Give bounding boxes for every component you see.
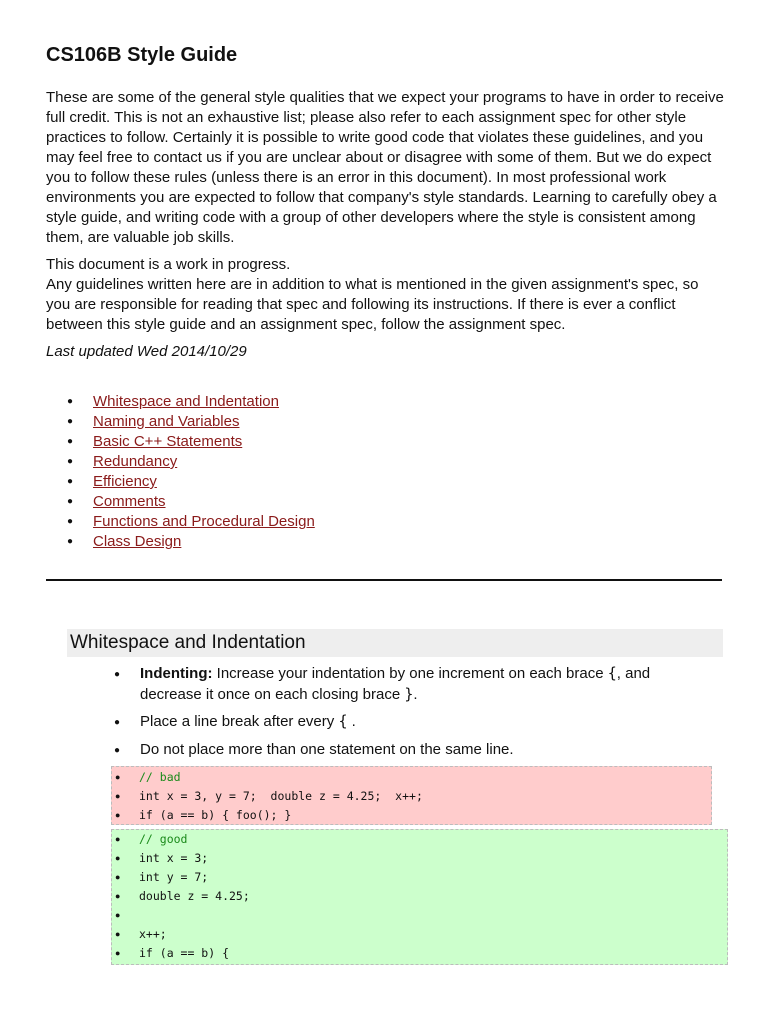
toc-item [67,512,315,532]
code-text: if (a == b) { [139,946,230,960]
toc-link-class-design[interactable]: Class Design [93,533,182,550]
bullet-icon: ● [67,436,74,448]
toc-link-comments[interactable]: Comments [93,493,166,510]
toc-item [67,532,315,552]
toc-link-naming[interactable]: Naming and Variables [93,413,240,430]
rules-list [114,663,714,767]
rule-label: Indenting: [140,665,213,682]
rule-line-break [114,711,714,733]
bullet-icon: ● [67,416,74,428]
toc-item [67,472,315,492]
bullet-icon: ● [115,929,121,939]
rule-indenting [114,663,714,705]
toc-link-efficiency[interactable]: Efficiency [93,473,157,490]
bullet-icon: ● [67,396,74,408]
wip-text: This document is a work in progress. [46,256,291,273]
code-line [112,925,727,944]
horizontal-divider [46,579,722,581]
bullet-icon: ● [115,891,121,901]
code-inline: } [404,685,414,703]
code-text: int x = 3, y = 7; double z = 4.25; x++; [139,789,423,803]
bullet-icon: ● [115,853,121,863]
toc-item [67,412,315,432]
bullet-icon: ● [115,834,121,844]
code-line [112,849,727,868]
bullet-icon: ● [114,669,121,680]
code-line [112,806,711,825]
last-updated: Last updated Wed 2014/10/29 [46,343,247,360]
rule-text-part: . [413,686,418,703]
code-text: int y = 7; [139,870,209,884]
code-line [112,767,711,787]
bullet-icon: ● [115,948,121,958]
code-line [112,868,727,887]
code-text: if (a == b) { foo(); } [139,808,292,822]
rule-text [140,711,356,733]
bullet-icon: ● [115,910,121,920]
intro-text: These are some of the general style qualities that we expect your programs to have in order to receive full credit. This is not an exhaustive list; please also refer to each assignment spec for other style practices to follow. Certainly it is possible to write good code that violates these guidelines, and you may feel free to contact us if you are unclear about or disagree with some of them. But we do expect you to follow these rules (unless there is an error in this document). In most professional work environments you are expected to follow that company's style standards. Learning to carefully obey a style guide, and writing code with a group of other developers where the style is consistent among them, are valuable job skills. [46,89,724,246]
rule-text-part: . [347,713,356,730]
code-inline: { [607,664,617,682]
bullet-icon: ● [115,872,121,882]
code-text: x++; [139,927,167,941]
code-line [112,787,711,806]
code-line [112,830,727,849]
bullet-icon: ● [114,745,121,756]
toc-item [67,392,315,412]
code-inline: { [338,712,348,730]
toc-item [67,452,315,472]
code-line [112,887,727,906]
bullet-icon: ● [67,516,74,528]
bullet-icon: ● [115,791,121,801]
code-text: int x = 3; [139,851,209,865]
rule-text-part: Place a line break after every [140,713,339,730]
toc-link-redundancy[interactable]: Redundancy [93,453,178,470]
page-title: CS106B Style Guide [46,44,238,66]
intro-paragraph [46,88,726,248]
code-line [112,906,727,925]
bullet-icon: ● [115,772,121,782]
bullet-icon: ● [115,810,121,820]
rule-text [140,663,714,705]
rule-text-part: Increase your indentation by one increment on each brace [212,665,608,682]
bullet-icon: ● [67,456,74,468]
bullet-icon: ● [67,496,74,508]
code-comment: // good [139,832,188,846]
table-of-contents [67,392,315,552]
toc-link-whitespace[interactable]: Whitespace and Indentation [93,393,279,410]
additional-text: Any guidelines written here are in addition to what is mentioned in the given assignment's spec, so you are responsible for reading that spec and following its instructions. If there is ever a conflict between this style guide and an assignment spec, follow the assignment spec. [46,276,699,333]
toc-item [67,432,315,452]
code-comment: // bad [139,770,181,784]
rule-one-statement [114,739,714,761]
toc-item [67,492,315,512]
toc-link-basic-statements[interactable]: Basic C++ Statements [93,433,243,450]
toc-link-functions[interactable]: Functions and Procedural Design [93,513,315,530]
bad-code-example [111,766,712,825]
section-heading: Whitespace and Indentation [67,629,723,657]
good-code-example [111,829,728,965]
rule-text-part: , and decrease it once on each closing brace [140,665,651,703]
bullet-icon: ● [67,476,74,488]
code-line [112,944,727,963]
rule-text: Do not place more than one statement on the same line. [140,741,514,758]
bullet-icon: ● [114,717,121,728]
notes-block [46,255,726,335]
code-text: double z = 4.25; [139,889,250,903]
bullet-icon: ● [67,536,74,548]
